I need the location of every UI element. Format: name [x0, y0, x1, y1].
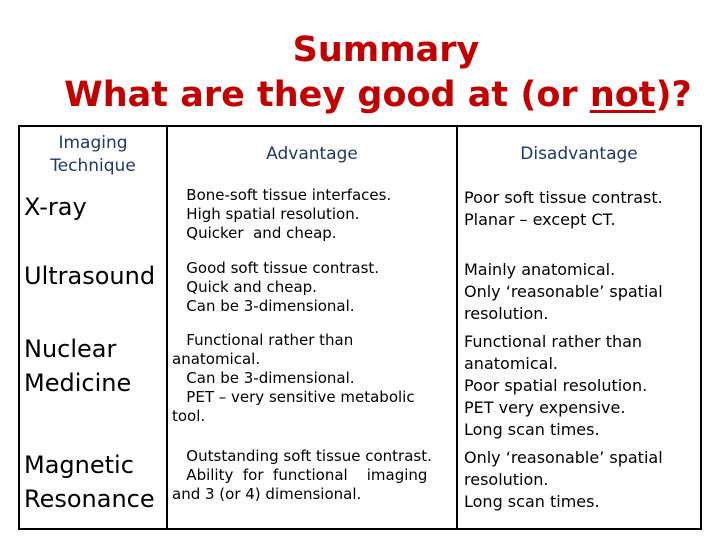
row-technique-magnetic-resonance: Magnetic Resonance: [24, 451, 155, 513]
table-divider-col2: [456, 125, 458, 530]
table-border-left: [18, 125, 20, 530]
subtitle-underlined-word: not: [589, 75, 656, 115]
table-border-bottom: [18, 528, 702, 530]
row-disadvantage-ultrasound: Mainly anatomical. Only ‘reasonable’ spatial resolution.: [464, 260, 663, 323]
slide-subtitle: [0, 73, 720, 117]
row-advantage-nuclear-medicine: Functional rather than anatomical. Can be 3-dimensional. PET – very sensitive metabolic tool.: [172, 331, 415, 425]
table-divider-col1: [166, 125, 168, 530]
row-disadvantage-xray: Poor soft tissue contrast. Planar – except CT.: [464, 188, 663, 229]
row-disadvantage-nuclear-medicine: Functional rather than anatomical. Poor spatial resolution. PET very expensive. Long scan times.: [464, 332, 648, 439]
row-advantage-magnetic-resonance: Outstanding soft tissue contrast. Ability for functional imaging and 3 (or 4) dimensional.: [172, 447, 432, 503]
header-technique: Imaging Technique: [50, 133, 136, 176]
slide-title: Summary: [292, 30, 480, 70]
row-advantage-ultrasound: Good soft tissue contrast. Quick and cheap. Can be 3-dimensional.: [186, 259, 380, 315]
subtitle-prefix: What are they good at (or: [64, 75, 590, 115]
row-technique-xray: X-ray: [24, 193, 87, 221]
header-advantage: Advantage: [266, 144, 358, 164]
table-border-right: [700, 125, 702, 530]
table-border-top: [18, 125, 702, 127]
row-advantage-xray: Bone-soft tissue interfaces. High spatial resolution. Quicker and cheap.: [186, 186, 392, 242]
row-technique-nuclear-medicine: Nuclear Medicine: [24, 335, 132, 397]
subtitle-suffix: )?: [655, 75, 692, 115]
header-disadvantage: Disadvantage: [520, 144, 638, 164]
row-disadvantage-magnetic-resonance: Only ‘reasonable’ spatial resolution. Long scan times.: [464, 448, 663, 511]
row-technique-ultrasound: Ultrasound: [24, 262, 156, 290]
